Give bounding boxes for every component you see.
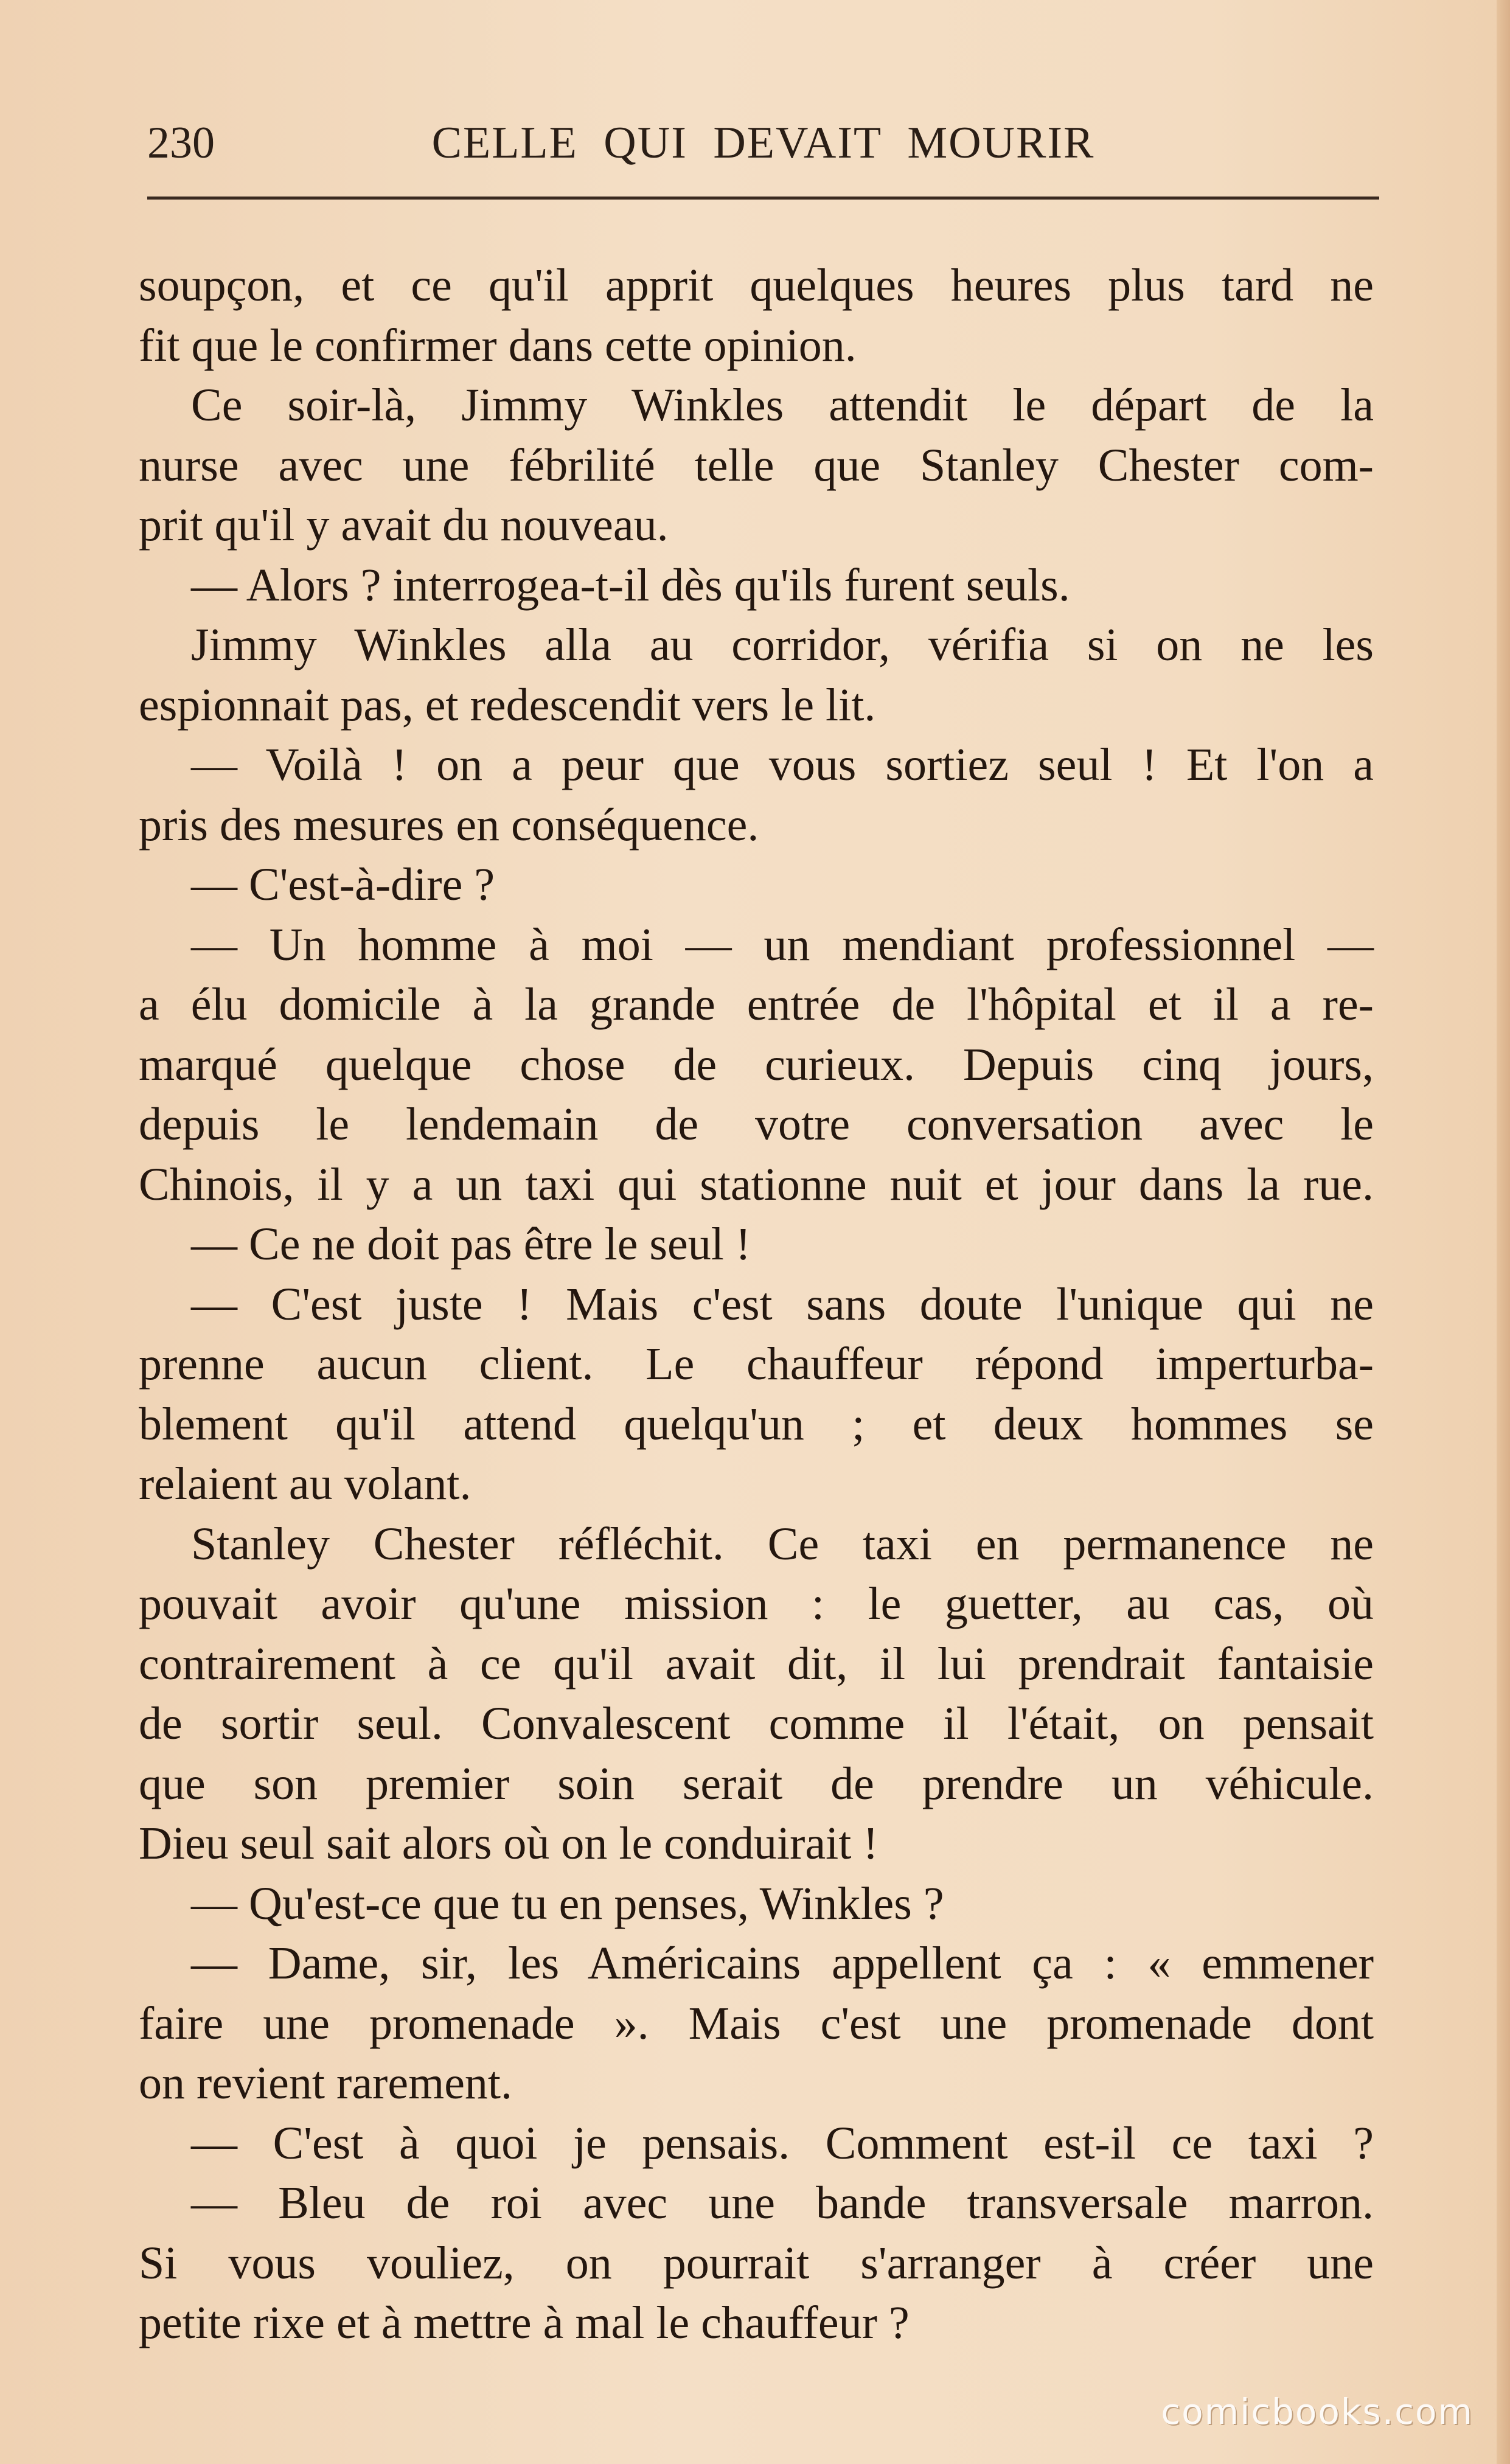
text-line: nurse avec une fébrilité telle que Stanley Chester com- bbox=[139, 439, 1374, 491]
text-line: blement qu'il attend quelqu'un ; et deux hommes se bbox=[139, 1398, 1374, 1450]
text-line: de sortir seul. Convalescent comme il l'était, on pensait bbox=[139, 1698, 1374, 1749]
text-line: — Voilà ! on a peur que vous sortiez seul ! Et l'on a bbox=[191, 739, 1374, 790]
page-header bbox=[147, 116, 1379, 170]
text-line: Chinois, il y a un taxi qui stationne nuit et jour dans la rue. bbox=[139, 1158, 1374, 1210]
text-line: Ce soir-là, Jimmy Winkles attendit le départ de la bbox=[191, 380, 1374, 431]
text-line: — Dame, sir, les Américains appellent ça : « emmener bbox=[191, 1938, 1374, 1989]
text-line: a élu domicile à la grande entrée de l'hôpital et il a re- bbox=[139, 979, 1374, 1030]
text-line: marqué quelque chose de curieux. Depuis cinq jours, bbox=[139, 1039, 1374, 1090]
text-line: Dieu seul sait alors où on le conduirait ! bbox=[139, 1818, 879, 1869]
text-line: — Bleu de roi avec une bande transversale marron. bbox=[191, 2177, 1374, 2229]
text-line: — Qu'est-ce que tu en penses, Winkles ? bbox=[191, 1878, 944, 1929]
running-title: CELLE QUI DEVAIT MOURIR bbox=[431, 118, 1095, 168]
page-edge bbox=[1497, 0, 1510, 2464]
text-line: Si vous vouliez, on pourrait s'arranger à créer une bbox=[139, 2237, 1374, 2289]
text-line: prit qu'il y avait du nouveau. bbox=[139, 499, 669, 551]
text-line: — Alors ? interrogea-t-il dès qu'ils furent seuls. bbox=[191, 559, 1070, 611]
text-line: soupçon, et ce qu'il apprit quelques heures plus tard ne bbox=[139, 260, 1374, 311]
text-line: on revient rarement. bbox=[139, 2058, 513, 2109]
text-line: faire une promenade ». Mais c'est une promenade dont bbox=[139, 1997, 1374, 2049]
text-line: — C'est juste ! Mais c'est sans doute l'unique qui ne bbox=[191, 1278, 1374, 1330]
text-line: Jimmy Winkles alla au corridor, vérifia si on ne les bbox=[191, 619, 1374, 670]
text-line: espionnait pas, et redescendit vers le lit. bbox=[139, 679, 876, 731]
text-line: petite rixe et à mettre à mal le chauffeur ? bbox=[139, 2297, 910, 2348]
page-number: 230 bbox=[147, 118, 215, 168]
text-line: depuis le lendemain de votre conversation avec le bbox=[139, 1099, 1374, 1150]
header-rule bbox=[147, 197, 1379, 200]
text-line: relaient au volant. bbox=[139, 1458, 471, 1509]
text-line: que son premier soin serait de prendre un véhicule. bbox=[139, 1758, 1374, 1809]
text-line: Stanley Chester réfléchit. Ce taxi en permanence ne bbox=[191, 1518, 1374, 1570]
text-line: pouvait avoir qu'une mission : le guetter, au cas, où bbox=[139, 1578, 1374, 1629]
text-line: — Un homme à moi — un mendiant professionnel — bbox=[191, 919, 1374, 970]
text-line: fit que le confirmer dans cette opinion. bbox=[139, 319, 857, 371]
text-line: contrairement à ce qu'il avait dit, il lui prendrait fantaisie bbox=[139, 1638, 1374, 1690]
text-line: — C'est-à-dire ? bbox=[191, 859, 495, 910]
text-line: — C'est à quoi je pensais. Comment est-il ce taxi ? bbox=[191, 2117, 1374, 2169]
text-line: prenne aucun client. Le chauffeur répond imperturba- bbox=[139, 1338, 1374, 1390]
watermark: comicbooks.com bbox=[1161, 2391, 1473, 2432]
text-line: — Ce ne doit pas être le seul ! bbox=[191, 1219, 751, 1270]
text-line: pris des mesures en conséquence. bbox=[139, 799, 759, 851]
body-text bbox=[139, 256, 1374, 2353]
